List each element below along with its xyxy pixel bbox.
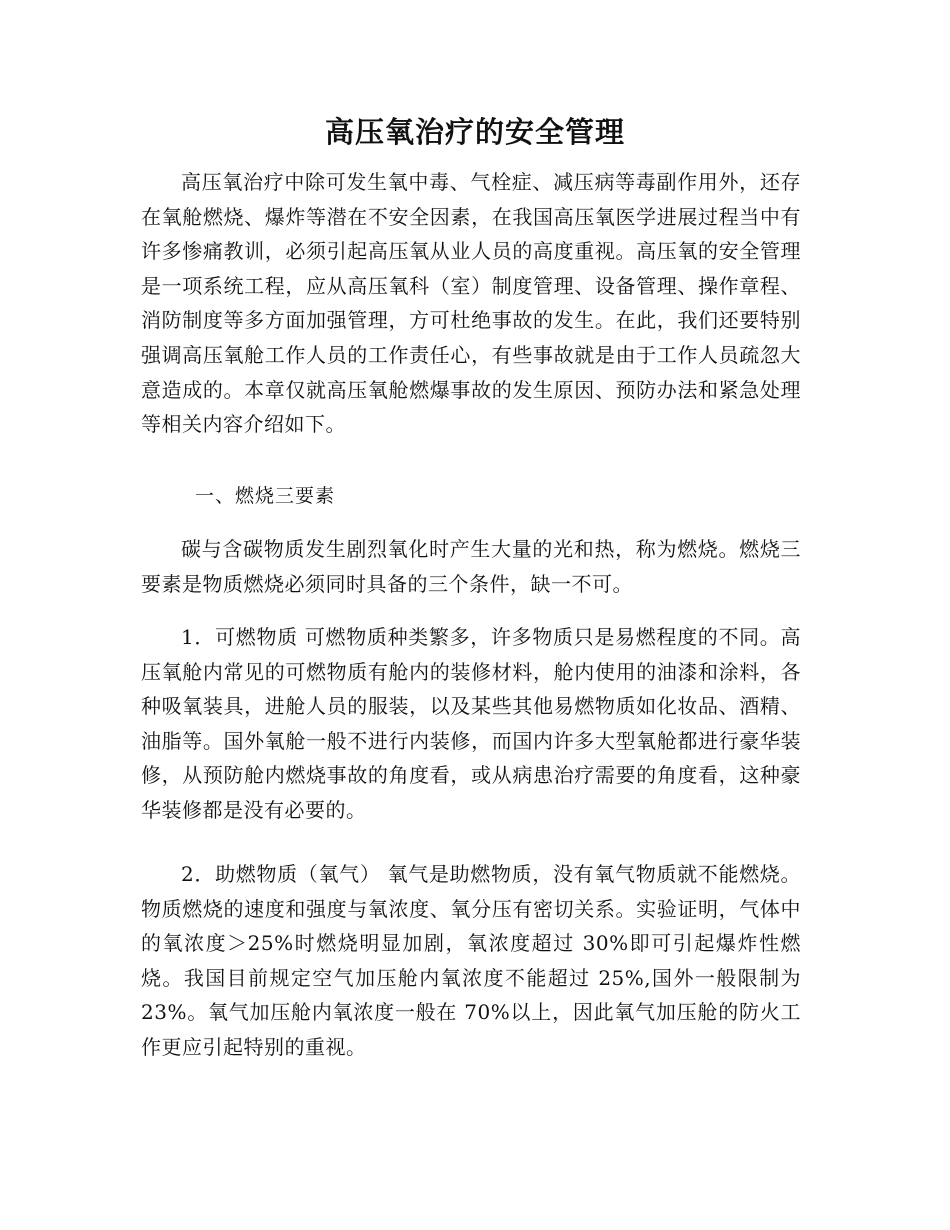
combustible-materials-paragraph: 1．可燃物质 可燃物质种类繁多，许多物质只是易燃程度的不同。高压氧舱内常见的可燃物质有舱内的装修材料，舱内使用的油漆和涂料，各种吸氧装具，进舱人员的服装，以及某些其他易燃物质如化妆品、酒精、油脂等。国外氧舱一般不进行内装修，而国内许多大型氧舱都进行豪华装修，从预防舱内燃烧事故的角度看，或从病患治疗需要的角度看，这种豪华装修都是没有必要的。 [141,625,801,822]
combustion-definition-paragraph: 碳与含碳物质发生剧烈氧化时产生大量的光和热，称为燃烧。燃烧三要素是物质燃烧必须同时具备的三个条件，缺一不可。 [141,537,801,596]
intro-paragraph: 高压氧治疗中除可发生氧中毒、气栓症、减压病等毒副作用外，还存在氧舱燃烧、爆炸等潜在不安全因素，在我国高压氧医学进展过程当中有许多惨痛教训，必须引起高压氧从业人员的高度重视。高压氧的安全管理是一项系统工程，应从高压氧科（室）制度管理、设备管理、操作章程、消防制度等多方面加强管理，方可杜绝事故的发生。在此，我们还要特别强调高压氧舱工作人员的工作责任心，有些事故就是由于工作人员疏忽大意造成的。本章仅就高压氧舱燃爆事故的发生原因、预防办法和紧急处理等相关内容介绍如下。 [141,170,801,437]
oxidizer-oxygen-paragraph: 2．助燃物质（氧气） 氧气是助燃物质，没有氧气物质就不能燃烧。物质燃烧的速度和强度与氧浓度、氧分压有密切关系。实验证明，气体中的氧浓度＞25%时燃烧明显加剧，氧浓度超过 30%即可引起爆炸性燃烧。我国目前规定空气加压舱内氧浓度不能超过 25%,国外一般限制为 23%。氧气加压舱内氧浓度一般在 70%以上，因此氧气加压舱的防火工作更应引起特别的重视。 [141,862,801,1059]
section-heading-combustion-elements: 一、燃烧三要素 [195,485,336,507]
document-title: 高压氧治疗的安全管理 [324,115,625,149]
